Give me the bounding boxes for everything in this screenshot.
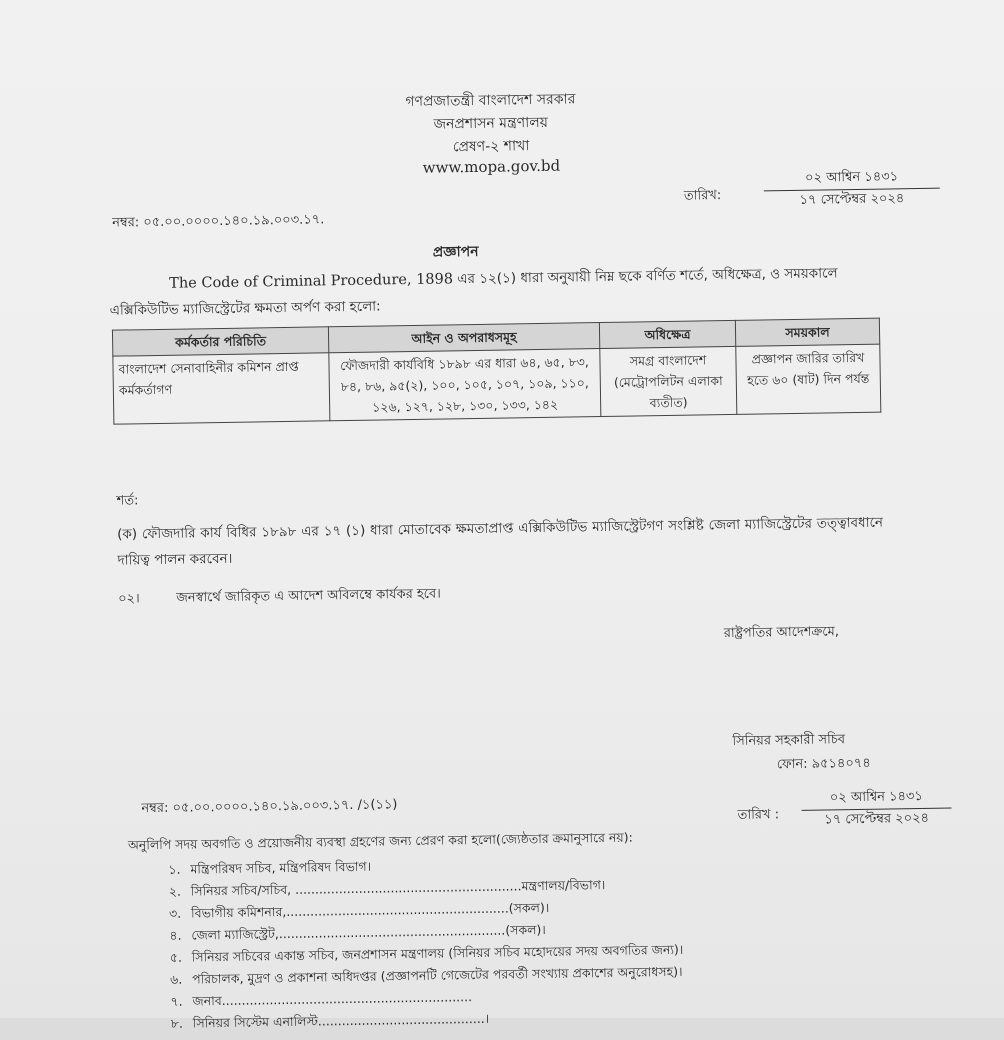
table-row [113, 344, 881, 424]
intro-text: এর ১২(১) ধারা অনুযায়ী নিম্ন ছকে বর্ণিত শর্তে, অধিক্ষেত্র, ও সময়কালে এক্সিকিউটিভ ম্যাজিস্ট্রেটের ক্ষমতা অর্পণ করা হলো: [109, 265, 838, 319]
powers-table [112, 318, 881, 425]
copy-intro: অনুলিপি সদয় অবগতি ও প্রয়োজনীয় ব্যবস্থা গ্রহণের জন্য প্রেরণ করা হলো(জ্যেষ্ঠতার ক্রমানুসারে নয়): [127, 829, 633, 853]
cell-period: প্রজ্ঞাপন জারির তারিখ হতে ৬০ (ষাট) দিন পর্যন্ত [736, 344, 881, 414]
signatory-phone: ফোন: ৯৫১৪০৭৪ [776, 755, 871, 773]
date-bangla: ০২ আশ্বিন ১৪৩১ [763, 167, 939, 192]
distribution-list [168, 851, 684, 1035]
list-item: ১. মন্ত্রিপরিষদ সচিব, মন্ত্রিপরিষদ বিভাগ। [168, 858, 372, 877]
signatory-title: সিনিয়র সহকারী সচিব [732, 732, 846, 749]
date-english: ১৭ সেপ্টেম্বর ২০২৪ [799, 191, 905, 208]
table-header-period: সময়কাল [735, 318, 879, 346]
intro-code-name: The Code of Criminal Procedure, 1898 [169, 271, 454, 292]
para2-number: ০২। [118, 591, 140, 607]
list-item: ৫. সিনিয়র সচিবের একান্ত সচিব, জনপ্রশাসন মন্ত্রণালয় (সিনিয়র সচিব মহোদয়ের সদয় অবগতির জন্য)। [169, 941, 684, 965]
conditions-label: শর্ত: [116, 493, 139, 509]
document-title: প্রজ্ঞাপন [432, 243, 479, 261]
para2-text: জনস্বার্থে জারিকৃত এ আদেশ অবিলম্বে কার্যকর হবে। [176, 586, 441, 606]
list-item: ৬. পরিচালক, মুদ্রণ ও প্রকাশনা অধিদপ্তর (প্রজ্ঞাপনটি গেজেটের পরবর্তী সংখ্যায় প্রকাশের অনুরোধসহ)। [170, 963, 683, 987]
memo-number: নম্বর: ০৫.০০.০০০০.১৪০.১৯.০০৩.১৭. [112, 212, 325, 231]
header-website: www.mopa.gov.bd [422, 156, 561, 177]
header-section: প্রেষণ-২ শাখা [452, 138, 530, 156]
list-item: ৩. বিভাগীয় কমিশনার,........................................................(সকল)। [168, 899, 550, 921]
table-header-jurisdiction: অধিক্ষেত্র [599, 320, 735, 348]
header-ministry: জনপ্রশাসন মন্ত্রণালয় [433, 114, 549, 133]
table-header-officer: কর্মকর্তার পরিচিতি [112, 327, 328, 356]
memo2-number: নম্বর: ০৫.০০.০০০০.১৪০.১৯.০০৩.১৭. /১(১১) [141, 797, 398, 817]
list-item: ৭. জনাব............................................................... [170, 989, 473, 1009]
cell-laws: ফৌজদারী কার্যবিধি ১৮৯৮ এর ধারা ৬৪, ৬৫, ৮৩, ৮৪, ৮৬, ৯৫(২), ১০০, ১০৫, ১০৭, ১০৯, ১১০, ১২৬, ১২৭, ১২৮, ১৩০, ১৩৩, ১৪২ [329, 349, 601, 421]
condition-ka: (ক) ফৌজদারি কার্য বিধির ১৮৯৮ এর ১৭ (১) ধারা মোতাবেক ক্ষমতাপ্রাপ্ত এক্সিকিউটিভ ম্যাজিস্ট্রেটগণ সংশ্লিষ্ট জেলা ম্যাজিস্ট্রেটের তত্ত্বাবধানে দায়িত্ব পালন করবেন। [117, 514, 884, 569]
list-item: ৪. জেলা ম্যাজিস্ট্রেট,.........................................................(সকল)। [169, 921, 546, 943]
memo2-date-bangla: ০২ আশ্বিন ১৪৩১ [801, 787, 951, 811]
memo2-date-label: তারিখ : [737, 807, 780, 823]
list-item: ২. সিনিয়র সচিব/সচিব, .........................................................মন্ত্রণালয়/বিভাগ। [168, 877, 606, 899]
cell-officer: বাংলাদেশ সেনাবাহিনীর কমিশন প্রাপ্ত কর্মকর্তাগণ [113, 353, 330, 424]
memo2-date-english: ১৭ সেপ্টেম্বর ২০২৪ [824, 810, 930, 828]
date-label: তারিখ: [683, 188, 722, 204]
closing-line: রাষ্ট্রপতির আদেশক্রমে, [723, 624, 840, 642]
intro-paragraph [109, 260, 880, 324]
cell-jurisdiction: সমগ্র বাংলাদেশ (মেট্রোপলিটন এলাকা ব্যতীত) [600, 346, 737, 416]
table-header-laws: আইন ও অপরাধসমূহ [328, 323, 599, 353]
header-government: গণপ্রজাতন্ত্রী বাংলাদেশ সরকার [405, 91, 576, 111]
government-notification-page [90, 66, 985, 1040]
list-item: ৮. সিনিয়র সিস্টেম এনালিস্ট..........................................। [170, 1010, 490, 1031]
